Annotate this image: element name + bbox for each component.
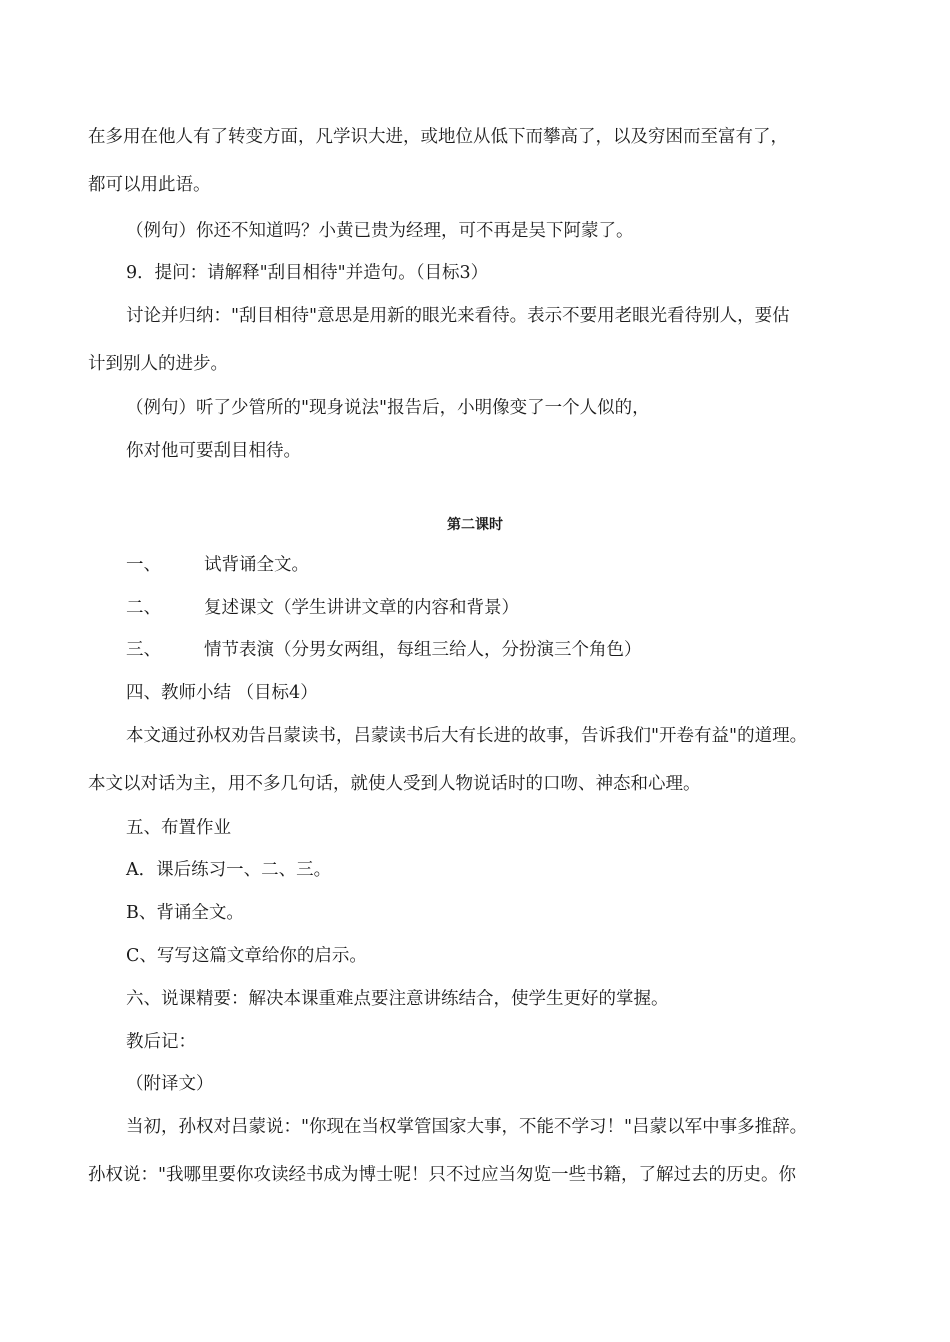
example-sentence: （例句）你还不知道吗？小黄已贵为经理，可不再是吴下阿蒙了。 — [126, 221, 634, 241]
step-number: 二、 — [126, 598, 161, 618]
step-item — [126, 638, 642, 662]
step-text: 情节表演（分男女两组，每组三给人，分扮演三个角色） — [204, 640, 642, 660]
step-number: 三、 — [126, 640, 161, 660]
step-number: 一、 — [126, 555, 161, 575]
question-9: 9．提问：请解释"刮目相待"并造句。（目标3） — [126, 263, 489, 283]
post-lesson-notes: 教后记： — [126, 1032, 196, 1052]
homework-item: C、写写这篇文章给你的启示。 — [126, 946, 367, 966]
example-sentence: （例句）听了少管所的"现身说法"报告后，小明像变了一个人似的， — [126, 398, 650, 418]
teacher-summary-heading: 四、教师小结 （目标4） — [126, 683, 318, 703]
homework-heading: 五、布置作业 — [126, 818, 231, 838]
step-text: 复述课文（学生讲讲文章的内容和背景） — [204, 598, 519, 618]
paragraph-line: 讨论并归纳："刮目相待"意思是用新的眼光来看待。表示不要用老眼光看待别人，要估 — [126, 306, 790, 326]
homework-item: B、背诵全文。 — [126, 903, 244, 923]
paragraph-line: 你对他可要刮目相待。 — [126, 441, 301, 461]
homework-item: A．课后练习一、二、三。 — [126, 860, 332, 880]
paragraph-line: 都可以用此语。 — [88, 175, 211, 195]
paragraph-line: 当初，孙权对吕蒙说："你现在当权掌管国家大事，不能不学习！"吕蒙以军中事多推辞。 — [126, 1117, 808, 1137]
step-text: 试背诵全文。 — [204, 555, 309, 575]
paragraph-line: 孙权说："我哪里要你攻读经书成为博士呢！只不过应当匆览一些书籍，了解过去的历史。你 — [88, 1165, 797, 1185]
paragraph-line: 在多用在他人有了转变方面，凡学识大进，或地位从低下而攀高了，以及穷困而至富有了， — [88, 127, 788, 147]
step-item — [126, 553, 309, 577]
paragraph-line: 计到别人的进步。 — [88, 354, 228, 374]
step-item — [126, 596, 519, 620]
lesson-summary: 六、说课精要：解决本课重难点要注意讲练结合，使学生更好的掌握。 — [126, 989, 669, 1009]
translation-heading: （附译文） — [126, 1074, 214, 1094]
section-title: 第二课时 — [447, 517, 503, 533]
paragraph-line: 本文通过孙权劝告吕蒙读书，吕蒙读书后大有长进的故事，告诉我们"开卷有益"的道理。 — [126, 726, 808, 746]
paragraph-line: 本文以对话为主，用不多几句话，就使人受到人物说话时的口吻、神态和心理。 — [88, 774, 701, 794]
